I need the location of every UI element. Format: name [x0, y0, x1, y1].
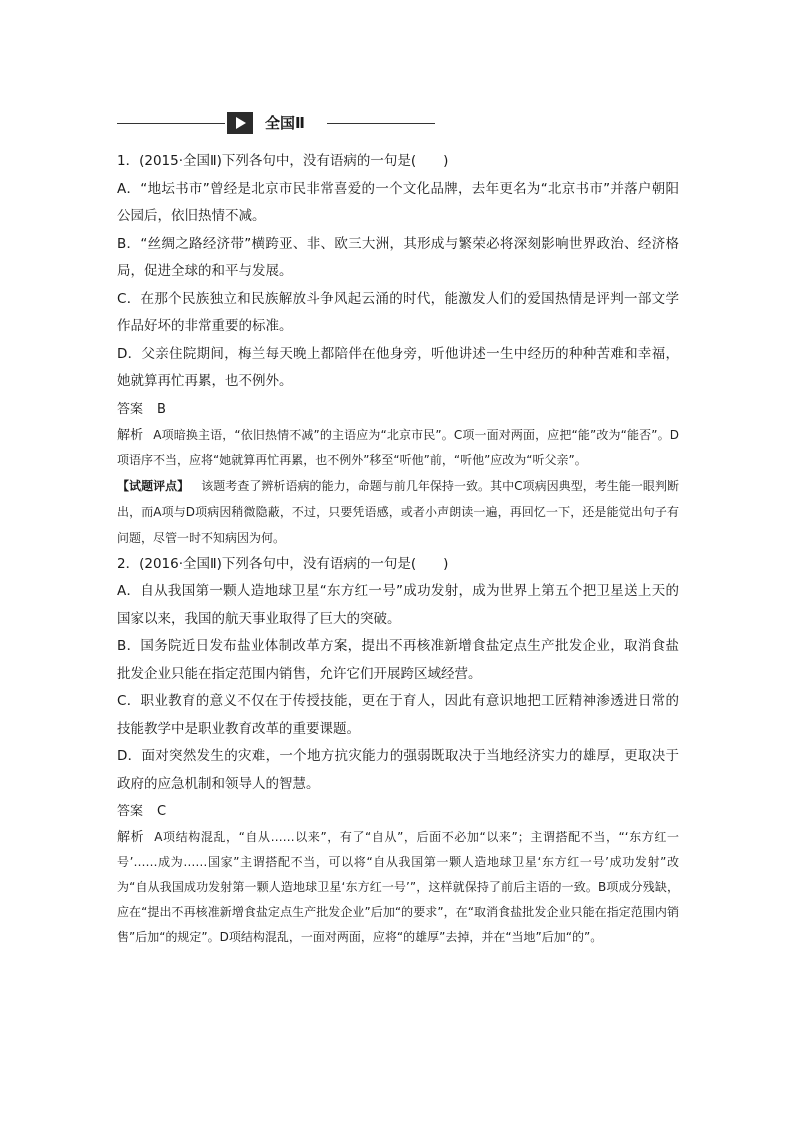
question-2 — [117, 551, 679, 951]
answer-line — [117, 396, 679, 423]
section-header — [117, 110, 437, 136]
answer-label: 答案 — [117, 401, 144, 417]
evaluation-text: 该题考查了辨析语病的能力，命题与前几年保持一致。其中C项病因典型，考生能一眼判断出，而A项与D项病因稍微隐蔽，不过，只要凭语感，或者小声朗读一遍，再回忆一下，还是能觉出句子有问题，尽管一时不知病因为何。 — [117, 478, 679, 545]
evaluation — [117, 473, 679, 551]
answer-label: 答案 — [117, 804, 144, 819]
explanation-label: 解析 — [117, 427, 144, 443]
option-d: D．父亲住院期间，梅兰每天晚上都陪伴在他身旁，听他讲述一生中经历的种种苦难和幸福，她就算再忙再累，也不例外。 — [117, 345, 679, 389]
explanation — [117, 423, 679, 473]
answer-value: B — [157, 401, 166, 417]
answer-value: C — [157, 804, 167, 819]
header-rule-left — [117, 123, 225, 124]
question-1 — [117, 148, 679, 551]
evaluation-label: 【试题评点】 — [117, 478, 190, 493]
explanation-text: A项结构混乱，“自从……以来”，有了“自从”，后面不必加“以来”；主谓搭配不当，“‘东方红一号’……成为……国家”主谓搭配不当，可以将“自从我国第一颗人造地球卫星‘东方红一号’成功发射”改为“自从我国成功发射第一颗人造地球卫星‘东方红一号’”，这样就保持了前后主语的一致。B项成分残缺，应在“提出不再核准新增食盐定点生产批发企业”后加“的要求”，在“取消食盐批发企业只能在指定范围内销售”后加“的规定”。D项结构混乱，一面对两面，应将“的雄厚”去掉，并在“当地”后加“的”。 — [117, 830, 679, 944]
option-c: C．职业教育的意义不仅在于传授技能，更在于育人，因此有意识地把工匠精神渗透进日常的技能教学中是职业教育改革的重要课题。 — [117, 693, 679, 737]
question-content — [117, 148, 679, 950]
explanation-text: A项暗换主语，“依旧热情不减”的主语应为“北京市民”。C项一面对两面，应把“能”改为“能否”。D项语序不当，应将“她就算再忙再累，也不例外”移至“听他”前，“听他”应改为“听父亲”。 — [117, 427, 679, 467]
header-rule-right — [327, 123, 435, 124]
option-b: B．国务院近日发布盐业体制改革方案，提出不再核准新增食盐定点生产批发企业，取消食盐批发企业只能在指定范围内销售，允许它们开展跨区域经营。 — [117, 638, 679, 682]
question-stem: 1．(2015·全国Ⅱ)下列各句中，没有语病的一句是( ) — [117, 153, 449, 169]
section-title: 全国Ⅱ — [265, 114, 305, 132]
question-stem: 2．(2016·全国Ⅱ)下列各句中，没有语病的一句是( ) — [117, 555, 449, 572]
option-a: A．自从我国第一颗人造地球卫星“东方红一号”成功发射，成为世界上第五个把卫星送上天的国家以来，我国的航天事业取得了巨大的突破。 — [117, 583, 679, 627]
answer-line — [117, 798, 679, 825]
option-b: B．“丝绸之路经济带”横跨亚、非、欧三大洲，其形成与繁荣必将深刻影响世界政治、经济格局，促进全球的和平与发展。 — [117, 235, 679, 279]
play-arrow-icon — [227, 112, 253, 134]
explanation-label: 解析 — [117, 830, 145, 845]
option-c: C．在那个民族独立和民族解放斗争风起云涌的时代，能激发人们的爱国热情是评判一部文学作品好坏的非常重要的标准。 — [117, 290, 679, 334]
option-a: A．“地坛书市”曾经是北京市民非常喜爱的一个文化品牌，去年更名为“北京书市”并落户朝阳公园后，依旧热情不减。 — [117, 180, 679, 224]
option-d: D．面对突然发生的灾难，一个地方抗灾能力的强弱既取决于当地经济实力的雄厚，更取决于政府的应急机制和领导人的智慧。 — [117, 748, 679, 792]
explanation — [117, 825, 679, 950]
